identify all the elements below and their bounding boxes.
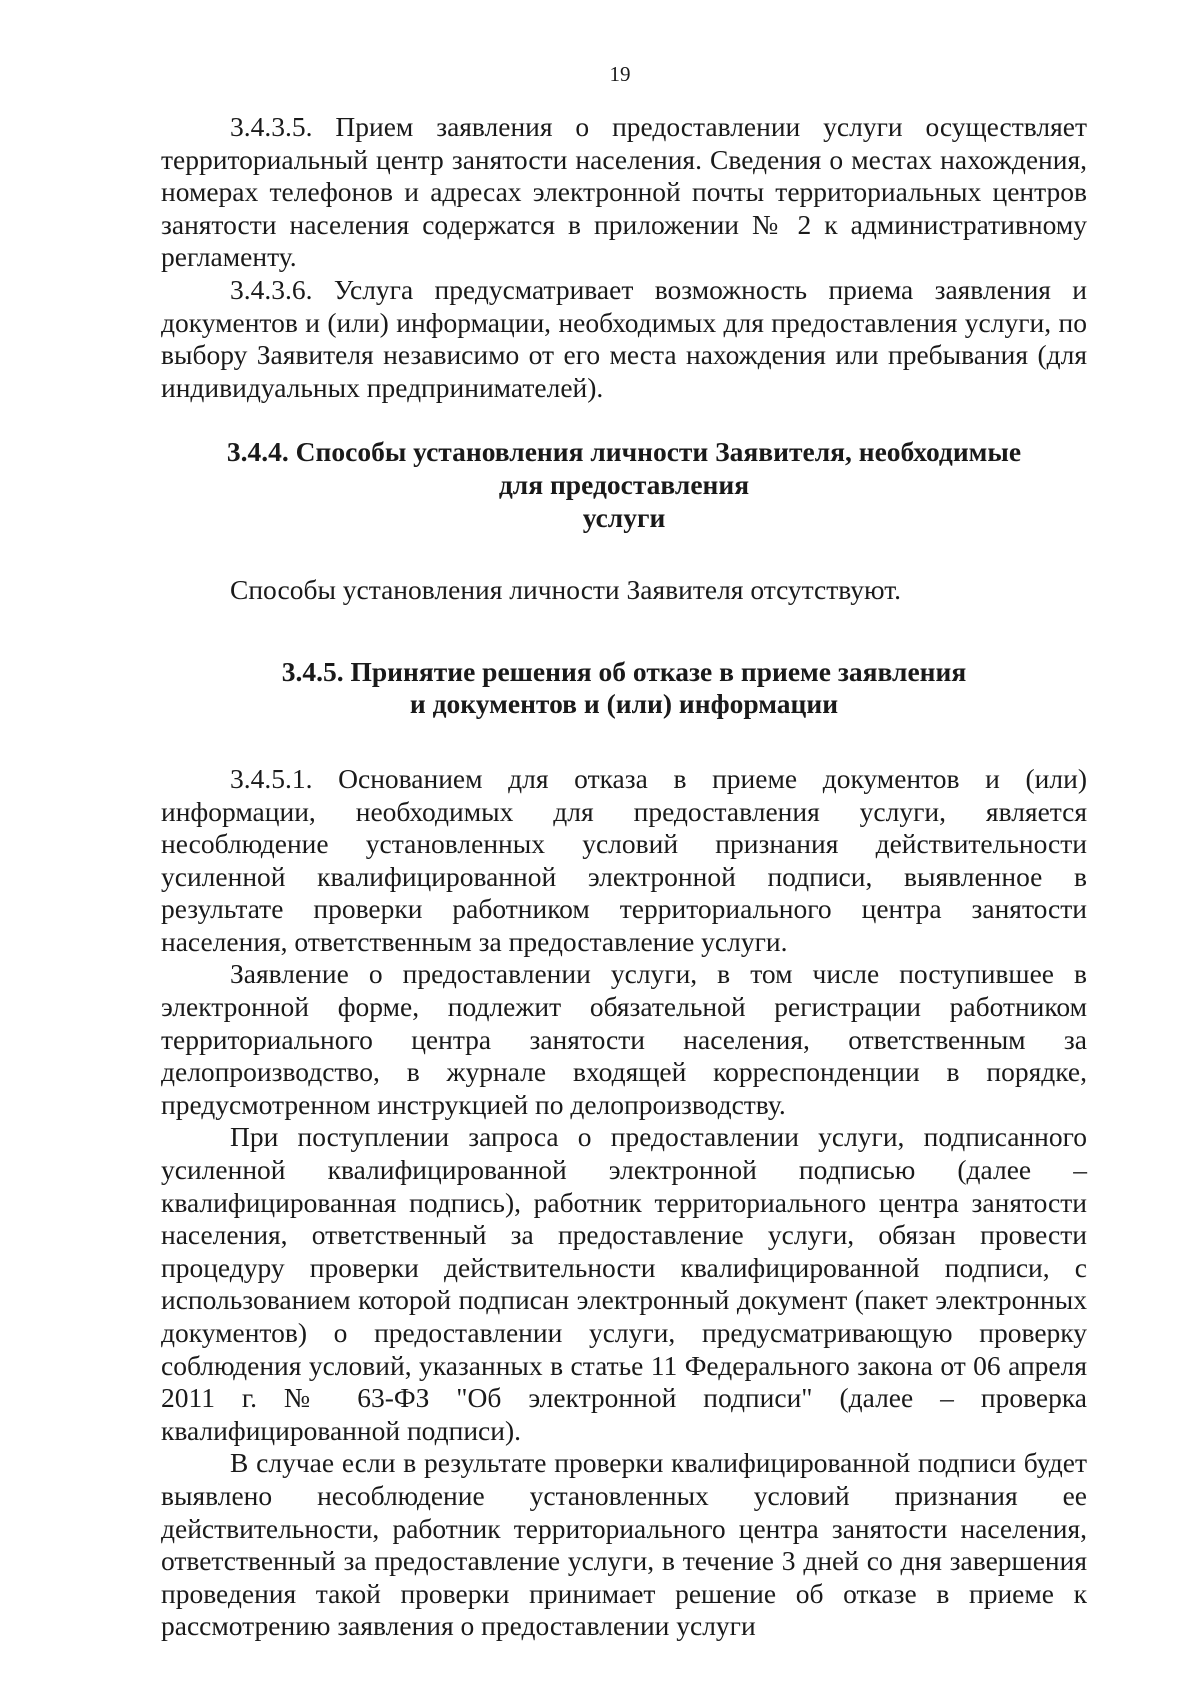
paragraph-registration: Заявление о предоставлении услуги, в том числе поступившее в электронной форме, подлежит обязательной регистрации работником территориального центра занятости населения, ответственным за делопроизводство, в журнале входящей корреспонденции в порядке, предусмотренном инструкцией по делопроизводству. — [161, 958, 1087, 1120]
section-heading-line: услуги — [582, 501, 666, 533]
section-3-4-4-text: Способы установления личности Заявителя отсутствуют. — [230, 574, 902, 606]
section-heading-3-4-5 — [161, 656, 1087, 721]
paragraph-refusal-decision: В случае если в результате проверки квалифицированной подписи будет выявлено несоблюдение установленных условий признания ее действительности, работник территориального центра занятости населения, ответственный за предоставление услуги, в течение 3 дней со дня завершения проведения такой проверки принимает решение об отказе в приеме к рассмотрению заявления о предоставлении услуги — [161, 1447, 1087, 1642]
page-number: 19 — [609, 62, 631, 86]
section-heading-3-4-4 — [161, 436, 1087, 534]
section-heading-line: для предоставления — [498, 468, 750, 500]
paragraph-3-4-5-1: 3.4.5.1. Основанием для отказа в приеме документов и (или) информации, необходимых для предоставления услуги, является несоблюдение установленных условий признания действительности усиленной квалифицированной электронной подписи, выявленное в результате проверки работником территориального центра занятости населения, ответственным за предоставление услуги. — [161, 762, 1087, 957]
paragraph-3-4-3-6: 3.4.3.6. Услуга предусматривает возможность приема заявления и документов и (или) информации, необходимых для предоставления услуги, по выбору Заявителя независимо от его места нахождения или пребывания (для индивидуальных предпринимателей). — [161, 273, 1087, 403]
section-heading-line: и документов и (или) информации — [409, 688, 839, 720]
paragraph-3-4-3-5: 3.4.3.5. Прием заявления о предоставлении услуги осуществляет территориальный центр занятости населения. Сведения о местах нахождения, номерах телефонов и адресах электронной почты территориальных центров занятости населения содержатся в приложении № 2 к административному регламенту. — [161, 111, 1087, 273]
section-heading-line: 3.4.4. Способы установления личности Заявителя, необходимые — [226, 436, 1022, 468]
paragraph-signature-check: При поступлении запроса о предоставлении услуги, подписанного усиленной квалифицированной электронной подписью (далее – квалифицированная подпись), работник территориального центра занятости населения, ответственный за предоставление услуги, обязан провести процедуру проверки действительности квалифицированной подписи, с использованием которой подписан электронный документ (пакет электронных документов) о предоставлении услуги, предусматривающую проверку соблюдения условий, указанных в статье 11 Федерального закона от 06 апреля 2011 г. № 63-ФЗ "Об электронной подписи" (далее – проверка квалифицированной подписи). — [161, 1121, 1087, 1446]
document-body — [161, 111, 1087, 1643]
section-heading-line: 3.4.5. Принятие решения об отказе в приеме заявления — [281, 655, 967, 687]
